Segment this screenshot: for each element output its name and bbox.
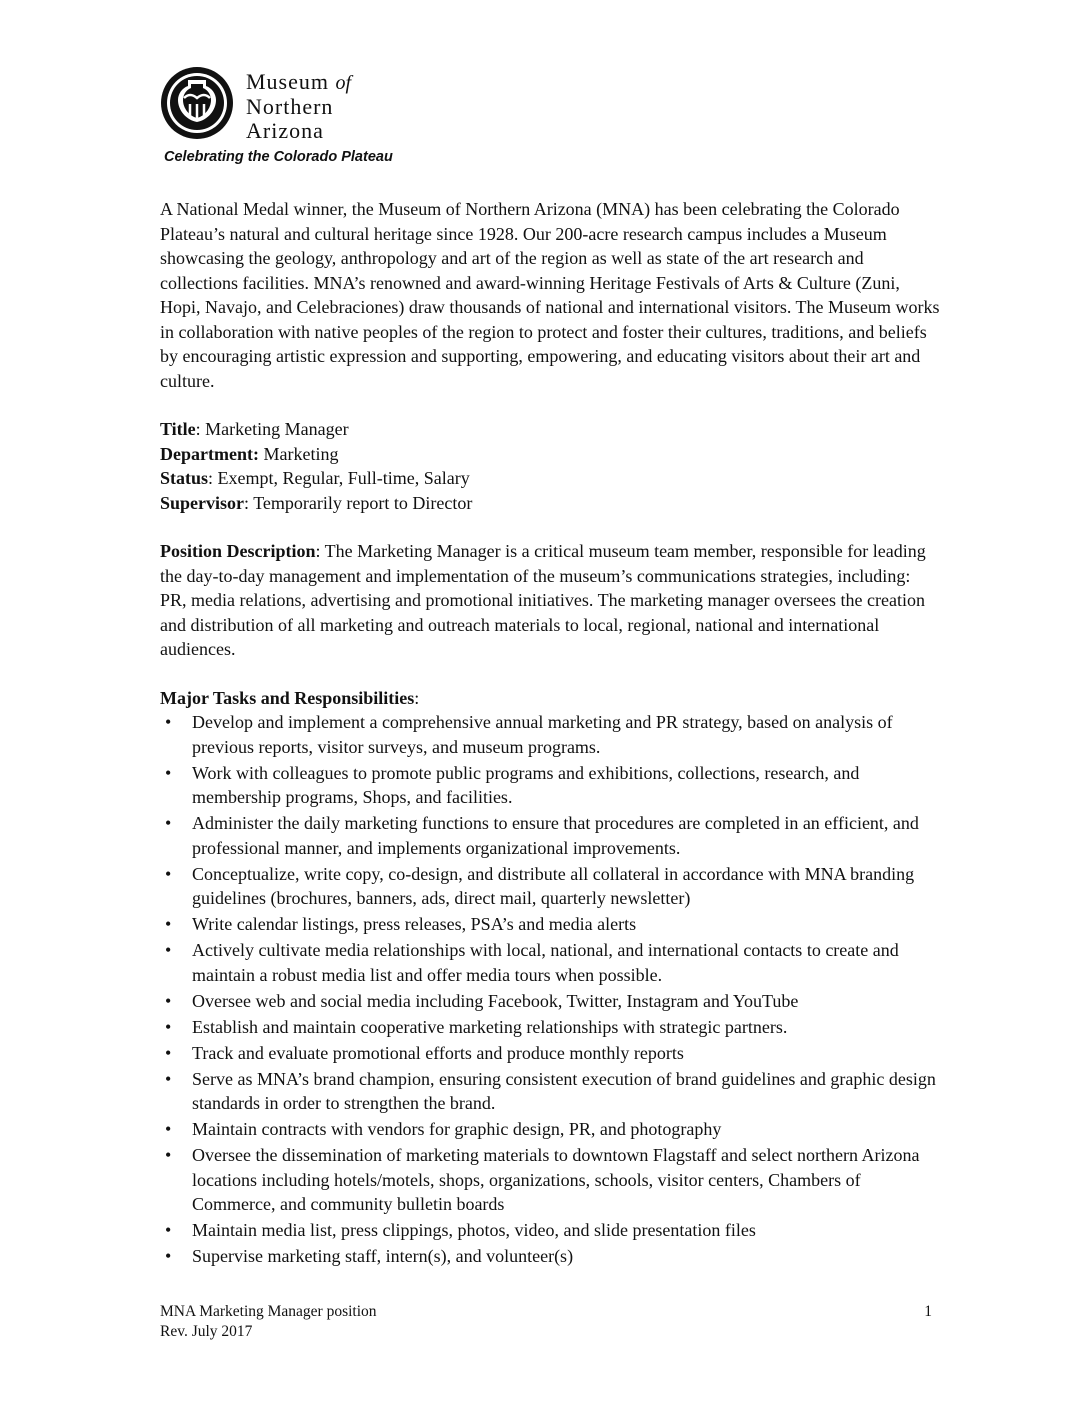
department-field: [160, 442, 940, 467]
task-item: [160, 1117, 940, 1142]
tasks-list: [160, 710, 940, 1269]
position-text: : The Marketing Manager is a critical museum team member, responsible for leading the day-to-day management and implementation of the museum’s communications strategies, including: PR, media relations, advertising and promotional initiatives. The marketing manager oversees the creation and distribution of all marketing and outreach materials to local, regional, national and international audiences.: [160, 541, 926, 659]
logo-line-3: Arizona: [246, 118, 324, 143]
task-text: Track and evaluate promotional efforts and produce monthly reports: [192, 1042, 684, 1063]
task-item: [160, 862, 940, 911]
task-item: [160, 811, 940, 860]
task-text: Develop and implement a comprehensive annual marketing and PR strategy, based on analysis of previous reports, visitor surveys, and museum programs.: [192, 712, 893, 757]
logo-tagline: Celebrating the Colorado Plateau: [164, 149, 393, 165]
bullet-icon: •: [165, 712, 172, 732]
task-item: [160, 912, 940, 937]
intro-paragraph: A National Medal winner, the Museum of Northern Arizona (MNA) has been celebrating the Colorado Plateau’s natural and cultural heritage since 1928. Our 200-acre research campus includes a Museum showcasing the geology, anthropology and art of the region as well as state of the art research and collections facilities. MNA’s renowned and award-winning Heritage Festivals of Arts & Culture (Zuni, Hopi, Navajo, and Celebraciones) draw thousands of national and international visitors. The Museum works in collaboration with native peoples of the region to protect and foster their cultures, traditions, and beliefs by encouraging artistic expression and supporting, empowering, and educating visitors about their art and culture.: [160, 199, 940, 391]
status-label: Status: [160, 468, 209, 488]
bullet-icon: •: [165, 1145, 172, 1165]
task-item: [160, 989, 940, 1014]
task-item: [160, 710, 940, 759]
tasks-heading-label: Major Tasks and Responsibilities: [160, 687, 415, 708]
task-item: [160, 1015, 940, 1040]
page-footer: [160, 1302, 932, 1342]
task-item: [160, 1067, 940, 1116]
title-label: Title: [160, 419, 196, 439]
logo-of: of: [335, 72, 352, 94]
task-item: [160, 1041, 940, 1066]
bullet-icon: •: [165, 762, 172, 783]
footer-line-1: MNA Marketing Manager position: [160, 1303, 377, 1320]
bullet-icon: •: [165, 914, 172, 934]
task-text: Maintain contracts with vendors for graphic design, PR, and photography: [192, 1119, 722, 1139]
document-body: [160, 197, 940, 1270]
bullet-icon: •: [165, 1016, 172, 1037]
logo-line-1: Museum: [246, 69, 329, 94]
supervisor-field: [160, 491, 940, 516]
task-text: Serve as MNA’s brand champion, ensuring consistent execution of brand guidelines and graphic design standards in order to strengthen the brand.: [192, 1068, 936, 1113]
tasks-heading: [160, 686, 940, 711]
department-value: Marketing: [258, 443, 339, 464]
supervisor-value: : Temporarily report to Director: [244, 492, 473, 513]
logo-line-2: Northern: [246, 94, 334, 119]
task-text: Write calendar listings, press releases, PSA’s and media alerts: [192, 914, 637, 934]
task-item: [160, 1218, 940, 1243]
task-text: Oversee the dissemination of marketing materials to downtown Flagstaff and select northern Arizona locations including hotels/motels, shops, organizations, schools, visitor centers, Chambers of Commerce, and community bulletin boards: [192, 1145, 920, 1214]
status-field: [160, 466, 940, 491]
task-text: Maintain media list, press clippings, photos, video, and slide presentation files: [192, 1220, 756, 1240]
bullet-icon: •: [165, 1068, 172, 1089]
bullet-icon: •: [165, 940, 172, 960]
task-text: Supervise marketing staff, intern(s), and volunteer(s): [192, 1246, 574, 1266]
museum-name: [246, 70, 351, 143]
task-text: Conceptualize, write copy, co-design, and distribute all collateral in accordance with MNA branding guidelines (brochures, banners, ads, direct mail, quarterly newsletter): [192, 863, 915, 908]
bullet-icon: •: [165, 1119, 172, 1139]
task-text: Oversee web and social media including Facebook, Twitter, Instagram and YouTube: [192, 990, 799, 1011]
title-value: : Marketing Manager: [195, 419, 349, 439]
bullet-icon: •: [165, 1246, 172, 1266]
page-number: 1: [924, 1303, 932, 1320]
task-text: Establish and maintain cooperative marketing relationships with strategic partners.: [192, 1016, 788, 1037]
bullet-icon: •: [165, 1220, 172, 1240]
bullet-icon: •: [165, 813, 172, 833]
footer-line-2: Rev. July 2017: [160, 1323, 253, 1340]
status-value: : Exempt, Regular, Full-time, Salary: [208, 468, 470, 488]
task-item: [160, 761, 940, 810]
task-text: Actively cultivate media relationships with local, national, and international contacts to create and maintain a robust media list and offer media tours when possible.: [192, 940, 899, 985]
task-item: [160, 1143, 940, 1217]
bullet-icon: •: [165, 863, 172, 884]
supervisor-label: Supervisor: [160, 492, 245, 513]
department-label: Department:: [160, 443, 259, 464]
museum-logo: [160, 66, 420, 176]
position-label: Position Description: [160, 541, 316, 561]
task-item: [160, 1244, 940, 1269]
task-text: Work with colleagues to promote public programs and exhibitions, collections, research, and membership programs, Shops, and facilities.: [192, 762, 860, 807]
bullet-icon: •: [165, 1042, 172, 1063]
task-text: Administer the daily marketing functions to ensure that procedures are completed in an efficient, and professional manner, and implements organizational improvements.: [192, 813, 919, 858]
task-item: [160, 938, 940, 987]
bullet-icon: •: [165, 990, 172, 1011]
position-description: [160, 539, 940, 662]
museum-pot-emblem-icon: [160, 66, 234, 140]
tasks-heading-suffix: :: [414, 687, 420, 708]
title-field: [160, 417, 940, 442]
